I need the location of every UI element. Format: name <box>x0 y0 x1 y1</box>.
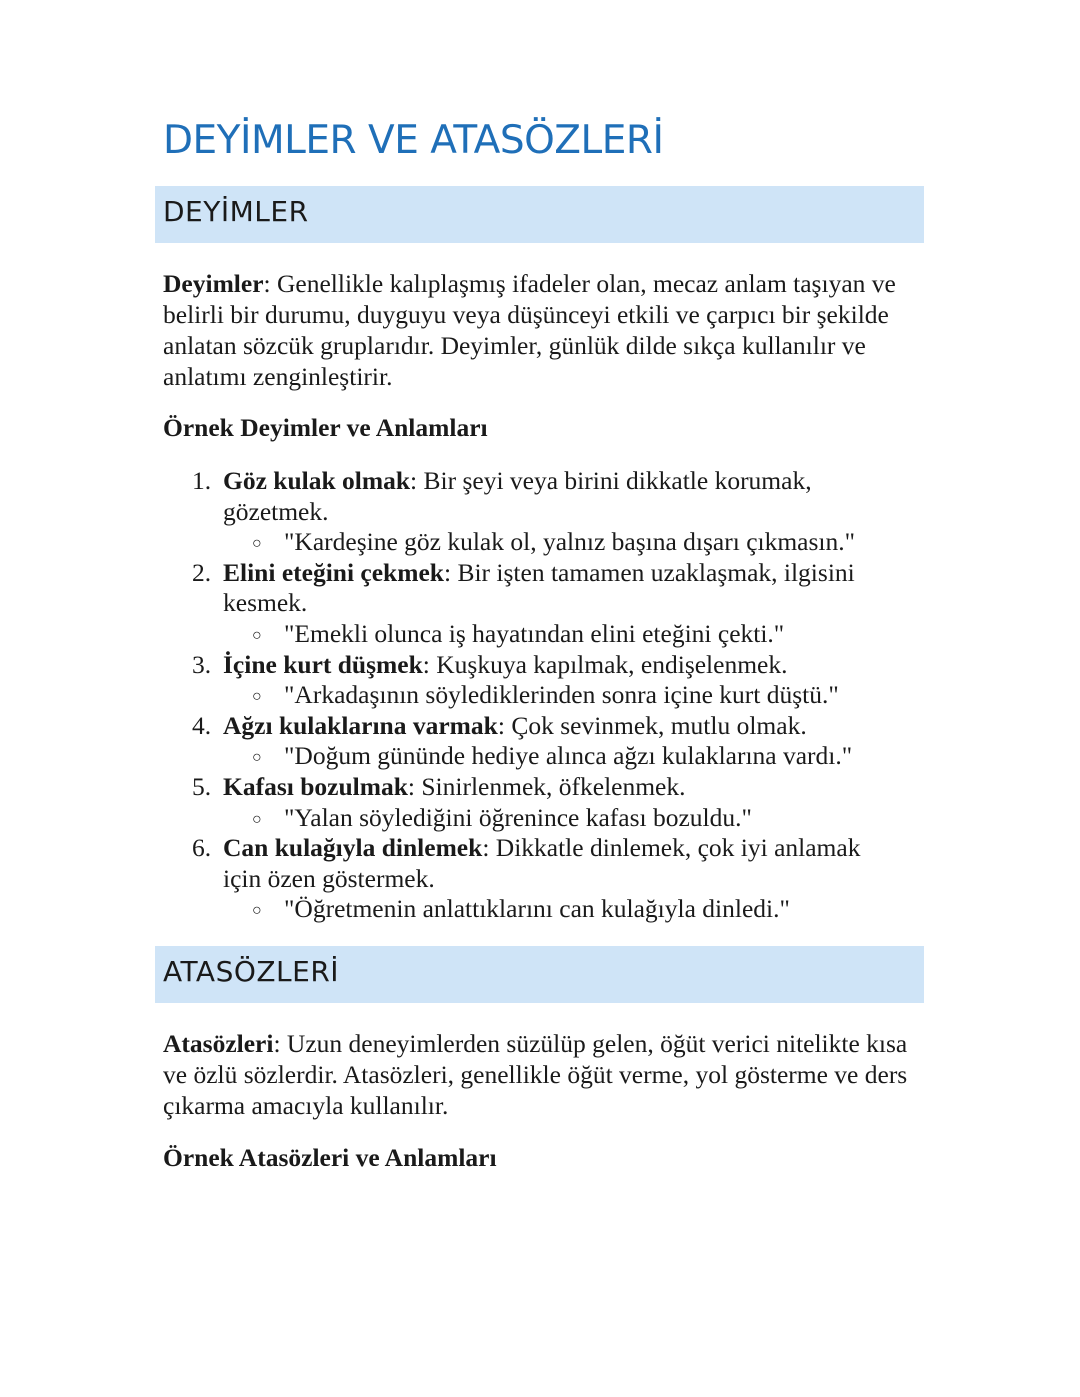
item-number: 6. <box>192 833 212 863</box>
list-item <box>155 772 925 833</box>
list-item <box>155 466 925 558</box>
idiom-entry <box>155 833 893 894</box>
idiom-term: Ağzı kulaklarına varmak <box>223 710 498 740</box>
idiom-meaning: : Bir şeyi veya birini dikkatle korumak, gözetmek. <box>223 466 812 526</box>
list-item <box>155 650 925 711</box>
list-item <box>155 833 925 925</box>
circle-bullet-icon: ○ <box>252 902 262 920</box>
document-title: DEYİMLER VE ATASÖZLERİ <box>163 118 664 163</box>
list-item <box>155 558 925 650</box>
section-header-deyimler <box>155 186 924 243</box>
idiom-example-text: "Emekli olunca iş hayatından elini eteğini çekti." <box>284 618 785 648</box>
idiom-meaning: : Sinirlenmek, öfkelenmek. <box>407 771 686 801</box>
section-header-atasozleri <box>155 946 924 1003</box>
deyimler-examples-heading: Örnek Deyimler ve Anlamları <box>163 413 488 442</box>
idiom-term: İçine kurt düşmek <box>223 649 423 679</box>
idiom-entry <box>155 558 893 619</box>
section-heading-deyimler: DEYİMLER <box>163 195 309 228</box>
atasozleri-term: Atasözleri <box>163 1029 274 1058</box>
item-number: 2. <box>192 557 212 587</box>
deyimler-term: Deyimler <box>163 269 264 298</box>
idiom-example-text: "Arkadaşının söylediklerinden sonra içine kurt düştü." <box>284 680 839 710</box>
idiom-example-text: "Öğretmenin anlattıklarını can kulağıyla dinledi." <box>284 894 790 924</box>
atasozleri-definition <box>163 1028 915 1121</box>
circle-bullet-icon: ○ <box>252 749 262 767</box>
item-number: 1. <box>192 466 212 495</box>
idiom-example <box>155 680 925 711</box>
idiom-entry <box>155 772 893 803</box>
section-heading-atasozleri: ATASÖZLERİ <box>163 955 340 988</box>
idiom-term: Kafası bozulmak <box>223 771 408 801</box>
idiom-meaning: : Bir işten tamamen uzaklaşmak, ilgisini kesmek. <box>223 557 855 618</box>
idiom-example <box>155 741 925 772</box>
atasozleri-examples-heading: Örnek Atasözleri ve Anlamları <box>163 1143 497 1172</box>
circle-bullet-icon: ○ <box>252 688 262 706</box>
idiom-example <box>155 619 925 650</box>
idiom-meaning: : Çok sevinmek, mutlu olmak. <box>497 710 807 740</box>
deyimler-definition-text: : Genellikle kalıplaşmış ifadeler olan, mecaz anlam taşıyan ve belirli bir durumu, duyguyu veya düşünceyi etkili ve çarpıcı bir şekilde anlatan sözcük gruplarıdır. Deyimler, günlük dilde sıkça kullanılır ve anlatımı zenginleştirir. <box>163 269 896 391</box>
idiom-example <box>155 894 925 925</box>
idiom-term: Elini eteğini çekmek <box>223 557 444 587</box>
item-number: 3. <box>192 649 212 679</box>
idiom-example-text: "Yalan söylediğini öğrenince kafası bozuldu." <box>284 802 752 832</box>
deyimler-list <box>155 466 925 925</box>
circle-bullet-icon: ○ <box>252 535 262 553</box>
circle-bullet-icon: ○ <box>252 810 262 828</box>
idiom-entry <box>155 466 893 527</box>
list-item <box>155 711 925 772</box>
item-number: 5. <box>192 771 212 801</box>
idiom-term: Göz kulak olmak <box>223 466 411 495</box>
idiom-entry <box>155 650 893 681</box>
idiom-example-text: "Kardeşine göz kulak ol, yalnız başına dışarı çıkmasın." <box>284 527 856 557</box>
idiom-term: Can kulağıyla dinlemek <box>223 833 483 863</box>
atasozleri-definition-text: : Uzun deneyimlerden süzülüp gelen, öğüt verici nitelikte kısa ve özlü sözlerdir. Atasözleri, genellikle öğüt verme, yol gösterme ve ders çıkarma amacıyla kullanılır. <box>163 1029 908 1120</box>
idiom-meaning: : Dikkatle dinlemek, çok iyi anlamak için özen göstermek. <box>223 833 861 893</box>
item-number: 4. <box>192 710 212 740</box>
deyimler-definition <box>163 268 915 392</box>
idiom-entry <box>155 711 893 742</box>
idiom-example <box>155 527 925 558</box>
idiom-meaning: : Kuşkuya kapılmak, endişelenmek. <box>422 649 788 679</box>
idiom-example <box>155 803 925 834</box>
circle-bullet-icon: ○ <box>252 626 262 644</box>
idiom-example-text: "Doğum gününde hediye alınca ağzı kulaklarına vardı." <box>284 741 853 771</box>
